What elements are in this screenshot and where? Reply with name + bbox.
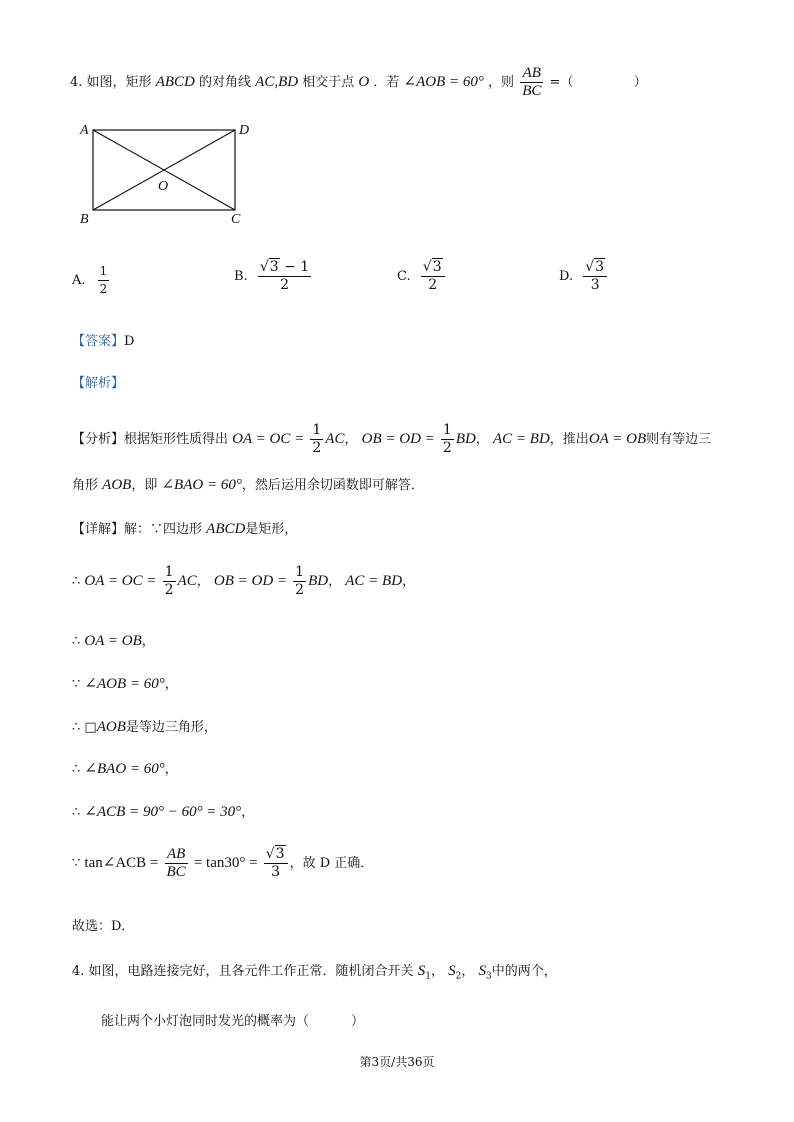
detail-step-3: ∵ ∠AOB = 60°， — [72, 676, 178, 692]
detail-step-7: ∵ tan∠ACB = $\frac{AB}{BC}$ = tan30° = $\frac{√3}{3}$ ，故 D 正确． — [72, 846, 374, 880]
choose-line: 故选：D． — [72, 919, 135, 934]
detail-step-4: ∴ □AOB是等边三角形， — [72, 719, 217, 735]
question-2-line-1: 4. 如图，电路连接完好，且各元件工作正常．随机闭合开关 $S_1$， $S_2$， $S_3$中的两个， — [72, 963, 557, 982]
analysis-tag: 【解析】 — [72, 376, 125, 391]
label-a: A — [80, 123, 89, 138]
fenxi-line-1: 【分析】根据矩形性质得出 OA = OC = $\frac{1}{2}$ AC， OB = OD = $\frac{1}{2}$ BD， AC = BD，推出OA = OB则有等边三 — [72, 422, 712, 456]
label-c: C — [231, 212, 241, 227]
page-footer: 第3页/共36页 — [359, 1055, 435, 1069]
label-b: B — [80, 212, 89, 227]
option-c: C. $\frac{√3}{2}$ — [397, 260, 447, 293]
question-number: 4. — [70, 75, 83, 90]
label-o: O — [158, 179, 169, 194]
detail-step-5: ∴ ∠BAO = 60°， — [72, 761, 178, 777]
label-d: D — [239, 123, 250, 138]
ratio-fraction: $\frac{AB}{BC}$ — [522, 65, 542, 99]
option-a: A. $\frac{1}{2}$ — [72, 264, 108, 296]
option-d: D. $\frac{√3}{3}$ — [559, 260, 609, 293]
question-2-line-2: 能让两个小灯泡同时发光的概率为（ ） — [101, 1014, 365, 1029]
answer-value: D — [124, 334, 135, 349]
fenxi-line-2: 角形 AOB，即 ∠BAO = 60°，然后运用余切函数即可解答． — [72, 477, 424, 493]
detail-line-1: 【详解】解：∵四边形 ABCD是矩形， — [72, 521, 298, 537]
answer-tag: 【答案】 — [72, 334, 125, 349]
detail-step-6: ∴ ∠ACB = 90° − 60° = 30°， — [72, 804, 255, 820]
option-b: B. $\frac{√3 - 1}{2}$ — [234, 259, 310, 293]
rectangle-figure — [74, 118, 264, 230]
detail-step-2: ∴ OA = OB， — [72, 633, 155, 649]
answer — [72, 330, 134, 349]
question-1: 4. 如图，矩形 ABCD 的对角线 AC,BD 相交于点 O ．若 ∠AOB = 60° ，则 $\frac{AB}{BC}$ =（ ） — [70, 65, 647, 99]
detail-step-1: ∴ OA = OC = $\frac{1}{2}$ AC， OB = OD = $\frac{1}{2}$ BD， AC = BD， — [72, 564, 416, 598]
